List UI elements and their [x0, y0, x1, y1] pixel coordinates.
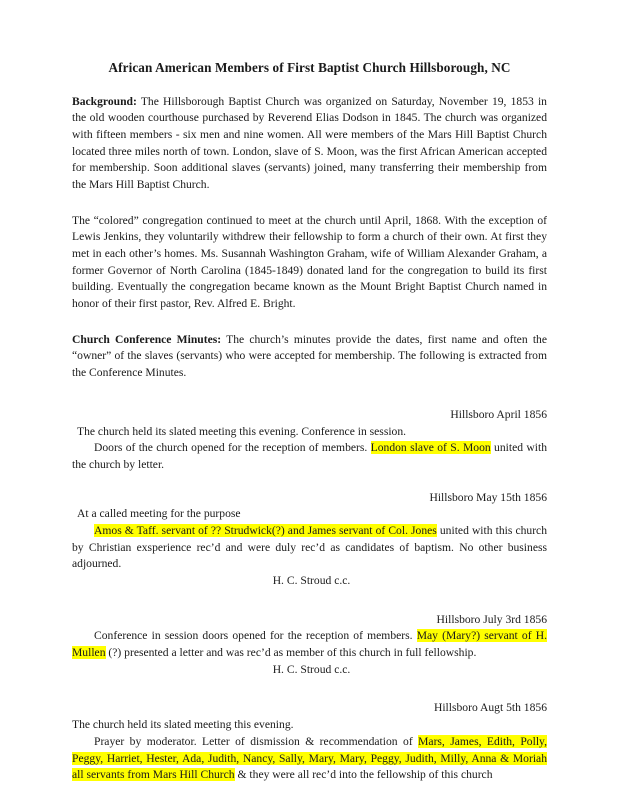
minute-july-line1 [72, 628, 547, 661]
conference-minutes-label: Church Conference Minutes: [72, 332, 222, 346]
highlight-london-slave-of-s-moon: London slave of S. Moon [370, 441, 491, 455]
paragraph-spacer [72, 206, 547, 213]
minute-date-july-1856: Hillsboro July 3rd 1856 [436, 612, 547, 626]
minute-august-text-pre: Prayer by moderator. Letter of dismission & recommendation of [94, 734, 419, 748]
minute-april-line2 [72, 440, 547, 473]
entry-spacer [72, 599, 547, 612]
highlight-mars-hill-church-servants-list: Mars, James, Edith, Polly, Peggy, Harriet, Hester, Ada, Judith, Nancy, Sally, Mary, Mary, Peggy, Judith, Milly, Anna & Moriah all servants from Mars Hill Church [72, 734, 547, 782]
minute-april-text-pre: Doors of the church opened for the reception of members. [94, 441, 371, 455]
minute-may-line2 [72, 523, 547, 573]
minute-may-signature: H. C. Stroud c.c. [272, 574, 351, 587]
minute-date-april-1856: Hillsboro April 1856 [450, 407, 547, 421]
minute-entry-may-1856 [72, 490, 547, 590]
minute-april-text-post: united with the church by letter. [72, 441, 547, 471]
conference-minutes-paragraph [72, 332, 547, 382]
entry-spacer [72, 483, 547, 490]
minute-april-line1: The church held its slated meeting this evening. Conference in session. [77, 424, 407, 438]
minute-august-line2 [72, 734, 547, 784]
minute-may-text-post: united with this church by Christian exsperience rec’d and were duly rec’d as candidates of baptism. No other business adjourned. [72, 523, 547, 571]
minute-august-text-post: & they were all rec’d into the fellowship of this church [234, 768, 493, 782]
background-label: Background: [72, 94, 137, 108]
minute-date-august-1856: Hillsboro Augt 5th 1856 [433, 701, 547, 715]
background-paragraph [72, 94, 547, 194]
minute-entry-april-1856 [72, 407, 547, 474]
minute-entry-july-1856 [72, 612, 547, 679]
section-spacer [72, 394, 547, 407]
entry-spacer [72, 687, 547, 700]
minute-date-may-1856: Hillsboro May 15th 1856 [429, 490, 547, 504]
paragraph-spacer [72, 325, 547, 332]
highlight-amos-taff-james-servants: Amos & Taff. servant of ?? Strudwick(?) and James servant of Col. Jones [94, 523, 437, 537]
conference-minutes-text: The church’s minutes provide the dates, first name and often the “owner” of the slaves (servants) who were accepted for membership. The following is extracted from the Conference Minutes. [72, 332, 547, 380]
minute-july-text-post: (?) presented a letter and was rec’d as member of this church in full fellowship. [105, 646, 477, 660]
colored-congregation-paragraph: The “colored” congregation continued to meet at the church until April, 1868. With the exception of Lewis Jenkins, they voluntarily withdrew their fellowship to form a church of their own. At first they met in each other’s homes. Ms. Susannah Washington Graham, wife of William Alexander Graham, a former Governor of North Carolina (1845-1849) donated land for the congregation to build its first building. Eventually the congregation became known as the Mount Bright Baptist Church named in honor of their first pastor, Rev. Alfred E. Bright. [72, 213, 547, 311]
highlight-may-mary-servant-of-h-mullen: May (Mary?) servant of H. Mullen [72, 629, 547, 660]
minute-july-signature: H. C. Stroud c.c. [272, 662, 351, 676]
minute-entry-august-1856 [72, 700, 547, 783]
minute-may-line1: At a called meeting for the purpose [77, 507, 241, 521]
background-text: The Hillsborough Baptist Church was organized on Saturday, November 19, 1853 in the old wooden courthouse purchased by Reverend Elias Dodson in 1845. The church was organized with fifteen members - six men and nine women. All were members of the Mars Hill Baptist Church located three miles north of town. London, slave of S. Moon, was the first African American accepted for membership. Soon additional slaves (servants) joined, many transferring their membership from the Mars Hill Baptist Church. [72, 94, 547, 191]
page-title: African American Members of First Baptist Church Hillsborough, NC [108, 60, 511, 75]
minute-july-text-pre: Conference in session doors opened for the reception of members. [94, 629, 417, 643]
minute-august-line1: The church held its slated meeting this evening. [72, 718, 294, 732]
